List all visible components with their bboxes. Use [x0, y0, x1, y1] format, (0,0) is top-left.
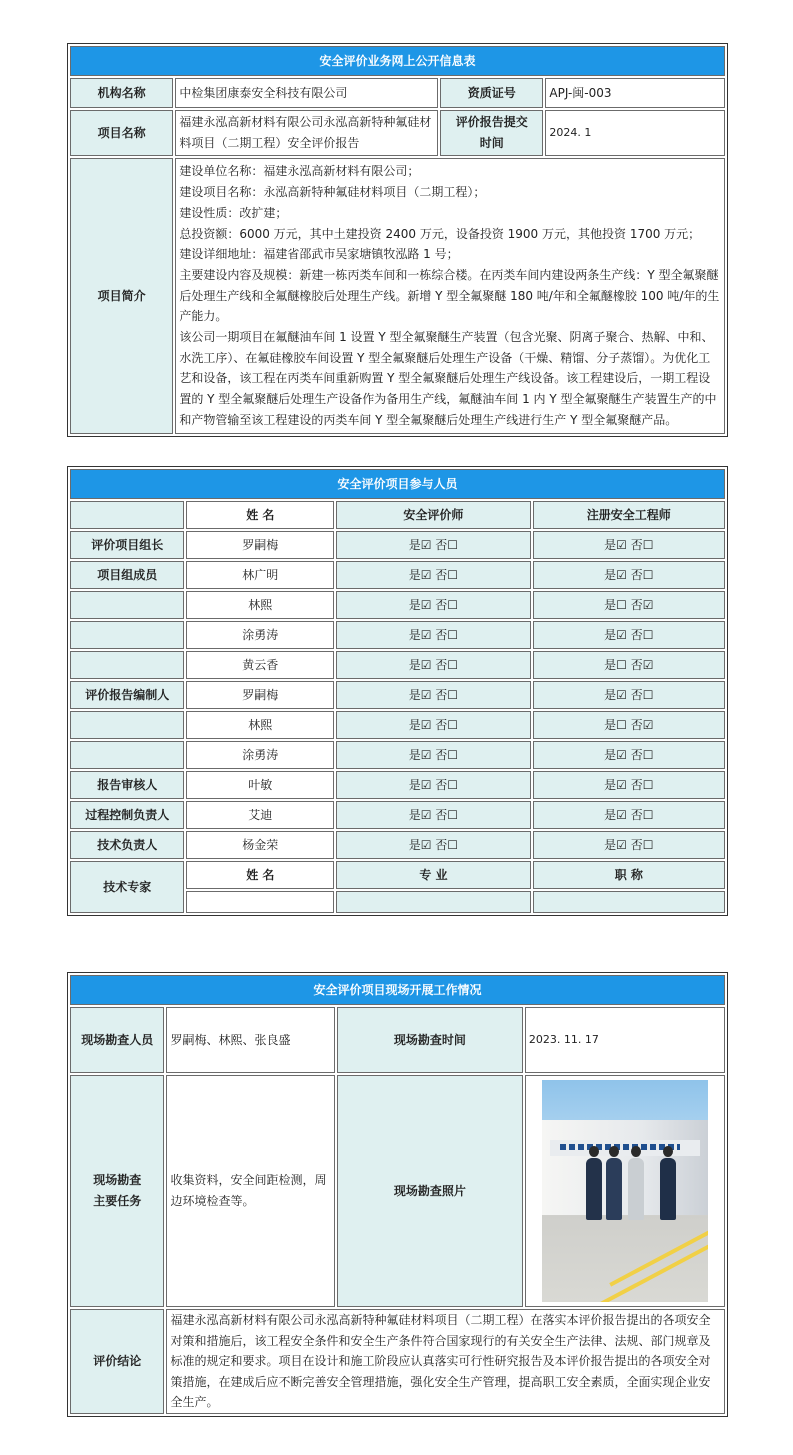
report-time-value: 2024. 1: [545, 110, 725, 156]
engineer-checkbox[interactable]: 是☑ 否☐: [533, 681, 725, 709]
engineer-checkbox[interactable]: 是☑ 否☐: [533, 831, 725, 859]
staff-name: 涂勇涛: [186, 741, 334, 769]
table-row: [70, 831, 725, 859]
evaluator-checkbox[interactable]: 是☑ 否☐: [336, 801, 530, 829]
evaluator-checkbox[interactable]: 是☑ 否☐: [336, 741, 530, 769]
intro-line: 建设性质：改扩建；: [179, 205, 288, 220]
cert-label: 资质证号: [440, 78, 543, 108]
expert-title-cell: [533, 891, 725, 913]
col-name: 姓 名: [186, 501, 334, 529]
table-row: [70, 561, 725, 589]
field-staff-value: 罗嗣梅、林熙、张良盛: [166, 1007, 335, 1073]
staff-role: 报告审核人: [70, 771, 184, 799]
field-staff-label: 现场勘查人员: [70, 1007, 164, 1073]
table-row: [70, 771, 725, 799]
col-evaluator: 安全评价师: [336, 501, 530, 529]
evaluator-checkbox[interactable]: 是☑ 否☐: [336, 771, 530, 799]
table-row: [70, 711, 725, 739]
staff-name: 涂勇涛: [186, 621, 334, 649]
intro-line: 主要建设内容及规模：新建一栋丙类车间和一栋综合楼。在丙类车间内建设两条生产线：Y 型全氟聚醚后处理生产线和全氟醚橡胶后处理生产线。新增 Y 型全氟聚醚 180 吨/年和全氟醚橡胶 100 吨/年的生产能力。: [179, 267, 720, 324]
staff-table: [67, 466, 728, 916]
engineer-checkbox[interactable]: 是☑ 否☐: [533, 801, 725, 829]
report-time-label: 评价报告提交时间: [440, 110, 543, 156]
intro-label: 项目简介: [70, 158, 173, 434]
expert-major-cell: [336, 891, 530, 913]
expert-col-name: 姓 名: [186, 861, 334, 889]
staff-name: 罗嗣梅: [186, 681, 334, 709]
field-task-value: 收集资料，安全间距检测，周边环境检查等。: [166, 1075, 335, 1307]
table-row: [70, 741, 725, 769]
expert-name-cell: [186, 891, 334, 913]
intro-line: 建设项目名称：永泓高新特种氟硅材料项目（二期工程）；: [179, 185, 486, 200]
cert-value: APJ-闽-003: [545, 78, 725, 108]
evaluator-checkbox[interactable]: 是☑ 否☐: [336, 561, 530, 589]
staff-name: 林广明: [186, 561, 334, 589]
staff-role: [70, 741, 184, 769]
field-time-value: 2023. 11. 17: [525, 1007, 725, 1073]
site-photo: [542, 1080, 708, 1302]
project-value: 福建永泓高新材料有限公司永泓高新特种氟硅材料项目（二期工程）安全评价报告: [175, 110, 438, 156]
engineer-checkbox[interactable]: 是☑ 否☐: [533, 771, 725, 799]
field-task-label: 现场勘查主要任务: [70, 1075, 164, 1307]
staff-header-blank: [70, 501, 184, 529]
evaluator-checkbox[interactable]: 是☑ 否☐: [336, 681, 530, 709]
evaluator-checkbox[interactable]: 是☑ 否☐: [336, 591, 530, 619]
evaluator-checkbox[interactable]: 是☑ 否☐: [336, 831, 530, 859]
field-title: 安全评价项目现场开展工作情况: [70, 975, 725, 1005]
expert-col-major: 专 业: [336, 861, 530, 889]
table-row: [70, 621, 725, 649]
table-row: [70, 681, 725, 709]
field-photo-cell: [525, 1075, 725, 1307]
evaluator-checkbox[interactable]: 是☑ 否☐: [336, 531, 530, 559]
table-row: [70, 651, 725, 679]
intro-line: 总投资额：6000 万元，其中土建投资 2400 万元，设备投资 1900 万元，其他投资 1700 万元；: [179, 226, 701, 241]
evaluator-checkbox[interactable]: 是☑ 否☐: [336, 711, 530, 739]
evaluator-checkbox[interactable]: 是☑ 否☐: [336, 651, 530, 679]
engineer-checkbox[interactable]: 是☐ 否☑: [533, 651, 725, 679]
staff-role: 评价报告编制人: [70, 681, 184, 709]
expert-label: 技术专家: [70, 861, 184, 913]
conclusion-label: 评价结论: [70, 1309, 164, 1414]
staff-role: 技术负责人: [70, 831, 184, 859]
expert-col-title: 职 称: [533, 861, 725, 889]
intro-line: 建设详细地址：福建省邵武市吴家塘镇牧泓路 1 号；: [179, 247, 459, 262]
staff-role: [70, 711, 184, 739]
org-label: 机构名称: [70, 78, 173, 108]
org-value: 中检集团康泰安全科技有限公司: [175, 78, 438, 108]
staff-name: 黄云香: [186, 651, 334, 679]
staff-role: [70, 591, 184, 619]
staff-name: 林熙: [186, 711, 334, 739]
conclusion-value: 福建永泓高新材料有限公司永泓高新特种氟硅材料项目（二期工程）在落实本评价报告提出的各项安全对策和措施后，该工程安全条件和安全生产条件符合国家现行的有关安全生产法律、法规、部门规章及标准的规定和要求。项目在设计和施工阶段应认真落实可行性研究报告及本评价报告提出的各项安全对策措施，在建成后应不断完善安全管理措施，强化安全生产管理，提高职工安全素质，全面实现企业安全生产。: [166, 1309, 725, 1414]
staff-role: 项目组成员: [70, 561, 184, 589]
staff-role: [70, 651, 184, 679]
engineer-checkbox[interactable]: 是☑ 否☐: [533, 561, 725, 589]
table-row: [70, 531, 725, 559]
staff-role: 评价项目组长: [70, 531, 184, 559]
staff-title: 安全评价项目参与人员: [70, 469, 725, 499]
info-table: [67, 43, 728, 437]
table-row: [70, 591, 725, 619]
staff-name: 林熙: [186, 591, 334, 619]
engineer-checkbox[interactable]: 是☐ 否☑: [533, 711, 725, 739]
staff-name: 罗嗣梅: [186, 531, 334, 559]
table-row: [70, 801, 725, 829]
staff-name: 叶敏: [186, 771, 334, 799]
engineer-checkbox[interactable]: 是☑ 否☐: [533, 741, 725, 769]
intro-text: [175, 158, 725, 434]
staff-name: 艾迪: [186, 801, 334, 829]
staff-name: 杨金荣: [186, 831, 334, 859]
field-table: [67, 972, 728, 1417]
info-title: 安全评价业务网上公开信息表: [70, 46, 725, 76]
field-photo-label: 现场勘查照片: [337, 1075, 523, 1307]
intro-line: 建设单位名称：福建永泓高新材料有限公司；: [179, 164, 420, 179]
staff-role: [70, 621, 184, 649]
staff-role: 过程控制负责人: [70, 801, 184, 829]
col-engineer: 注册安全工程师: [533, 501, 725, 529]
engineer-checkbox[interactable]: 是☑ 否☐: [533, 531, 725, 559]
field-time-label: 现场勘查时间: [337, 1007, 523, 1073]
intro-line: 该公司一期项目在氟醚油车间 1 设置 Y 型全氟聚醚生产装置（包含光聚、阴离子聚合、热解、中和、水洗工序）、在氟硅橡胶车间设置 Y 型全氟聚醚后处理生产设备（干燥、精馏、分子蒸馏）。为优化工艺和设备，该工程在丙类车间重新购置 Y 型全氟聚醚后处理生产线设备。该工程建设后，一期工程设置的 Y 型全氟聚醚后处理生产设备作为备用生产线，氟醚油车间 1 内 Y 型全氟聚醚生产装置生产的中和产物管输至该工程建设的丙类车间 Y 型全氟聚醚后处理生产线进行生产 Y 型全氟聚醚产品。: [179, 330, 717, 427]
evaluator-checkbox[interactable]: 是☑ 否☐: [336, 621, 530, 649]
engineer-checkbox[interactable]: 是☐ 否☑: [533, 591, 725, 619]
project-label: 项目名称: [70, 110, 173, 156]
engineer-checkbox[interactable]: 是☑ 否☐: [533, 621, 725, 649]
